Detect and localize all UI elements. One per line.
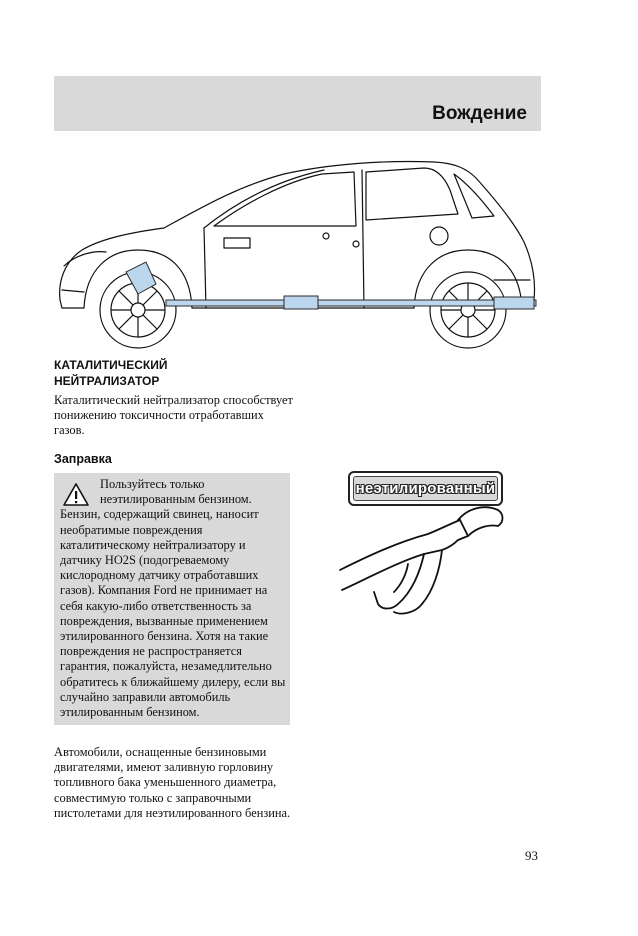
section-header-band bbox=[54, 76, 541, 131]
unleaded-label-text: неэтилированный bbox=[353, 476, 498, 501]
warning-body: Бензин, содержащий свинец, наносит необратимые повреждения каталитическому нейтрализатору и датчику HO2S (подогреваемому кислородному датчику отработавших газов). Компания Ford не принимает на себя какую-либо ответственность за повреждения, вызванные применением этилированного бензина. Хотя на такие повреждения не распространяется гарантия, пожалуйста, незамедлительно обратитесь к ближайшему дилеру, если вы случайно заправили автомобиль этилированным бензином. bbox=[60, 507, 286, 720]
warning-lead: Пользуйтесь только неэтилированным бензином. bbox=[100, 477, 252, 507]
refuel-heading: Заправка bbox=[54, 452, 112, 466]
warning-box bbox=[54, 473, 290, 725]
fuel-nozzle-illustration bbox=[338, 462, 518, 622]
fuel-filler-paragraph: Автомобили, оснащенные бензиновыми двигателями, имеют заливную горловину топливного бака уменьшенного диаметра, совместимую только с заправочными пистолетами для неэтилированного бензина. bbox=[54, 745, 291, 820]
car-exhaust-illustration bbox=[54, 150, 540, 360]
fuel-nozzle-icon bbox=[338, 462, 518, 622]
catalyst-heading-line1: КАТАЛИТИЧЕСКИЙ bbox=[54, 358, 168, 372]
section-title: Вождение bbox=[432, 103, 527, 124]
catalyst-heading bbox=[54, 357, 294, 389]
catalyst-heading-line2: НЕЙТРАЛИЗАТОР bbox=[54, 374, 160, 388]
catalyst-body: Каталитический нейтрализатор способствует понижению токсичности отработавших газов. bbox=[54, 393, 293, 438]
page-number: 93 bbox=[525, 848, 538, 863]
warning-text bbox=[60, 477, 286, 720]
